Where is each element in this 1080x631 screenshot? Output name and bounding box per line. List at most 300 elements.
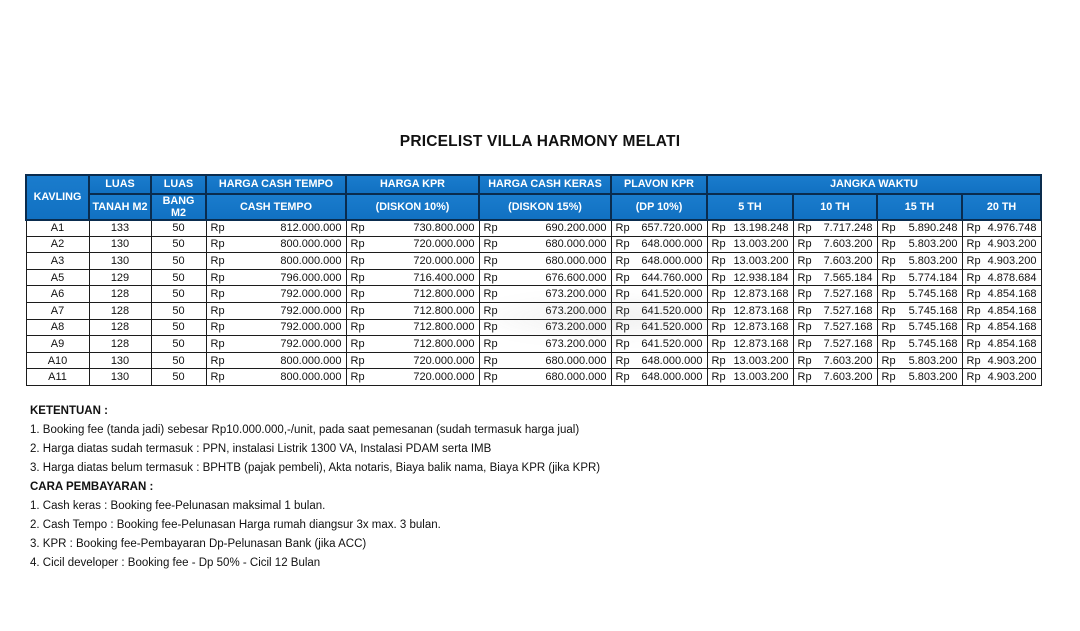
kavling-cell: A7 bbox=[26, 302, 89, 319]
table-row bbox=[26, 302, 1041, 319]
kavling-cell: A3 bbox=[26, 253, 89, 270]
price-value: 7.527.168 bbox=[823, 321, 873, 334]
currency-label: Rp bbox=[210, 271, 225, 284]
currency-label: Rp bbox=[615, 337, 630, 350]
price-value: 641.520.000 bbox=[641, 288, 703, 301]
kavling-cell: A5 bbox=[26, 269, 89, 286]
price-value: 673.200.000 bbox=[545, 321, 607, 334]
currency-label: Rp bbox=[210, 222, 225, 235]
currency-label: Rp bbox=[483, 354, 498, 367]
price-value: 12.938.184 bbox=[733, 271, 789, 284]
cash-keras-cell bbox=[479, 369, 611, 386]
currency-label: Rp bbox=[881, 288, 896, 301]
luas-bang-cell: 50 bbox=[151, 236, 206, 253]
luas-tanah-cell: 128 bbox=[89, 336, 151, 353]
cash-tempo-cell bbox=[206, 236, 346, 253]
currency-label: Rp bbox=[210, 238, 225, 251]
price-value: 641.520.000 bbox=[641, 321, 703, 334]
currency-label: Rp bbox=[210, 254, 225, 267]
table-row bbox=[26, 236, 1041, 253]
header-dp-10: (DP 10%) bbox=[611, 194, 707, 220]
price-value: 680.000.000 bbox=[545, 371, 607, 384]
table-row bbox=[26, 220, 1041, 237]
angsuran-5th-cell bbox=[707, 253, 793, 270]
angsuran-10th-cell bbox=[793, 236, 877, 253]
cash-tempo-cell bbox=[206, 220, 346, 237]
price-value: 5.803.200 bbox=[908, 254, 958, 267]
price-value: 12.873.168 bbox=[733, 304, 789, 317]
currency-label: Rp bbox=[615, 371, 630, 384]
luas-tanah-cell: 130 bbox=[89, 236, 151, 253]
header-jangka-waktu: JANGKA WAKTU bbox=[707, 175, 1041, 194]
angsuran-15th-cell bbox=[877, 302, 962, 319]
header-luas-tanah-top: LUAS bbox=[89, 175, 151, 194]
currency-label: Rp bbox=[483, 222, 498, 235]
currency-label: Rp bbox=[881, 321, 896, 334]
currency-label: Rp bbox=[350, 304, 365, 317]
price-value: 7.527.168 bbox=[823, 337, 873, 350]
angsuran-15th-cell bbox=[877, 253, 962, 270]
price-value: 720.000.000 bbox=[413, 254, 475, 267]
harga-kpr-cell bbox=[346, 352, 479, 369]
currency-label: Rp bbox=[350, 271, 365, 284]
price-value: 4.903.200 bbox=[987, 238, 1037, 251]
header-diskon-15: (DISKON 15%) bbox=[479, 194, 611, 220]
cash-tempo-cell bbox=[206, 336, 346, 353]
currency-label: Rp bbox=[881, 337, 896, 350]
price-value: 7.527.168 bbox=[823, 304, 873, 317]
price-value: 690.200.000 bbox=[545, 222, 607, 235]
price-value: 812.000.000 bbox=[280, 222, 342, 235]
plavon-kpr-cell bbox=[611, 336, 707, 353]
currency-label: Rp bbox=[483, 288, 498, 301]
currency-label: Rp bbox=[797, 271, 812, 284]
cash-keras-cell bbox=[479, 253, 611, 270]
currency-label: Rp bbox=[350, 337, 365, 350]
harga-kpr-cell bbox=[346, 269, 479, 286]
ketentuan-item: 2. Harga diatas sudah termasuk : PPN, instalasi Listrik 1300 VA, Instalasi PDAM serta IMB bbox=[30, 442, 492, 455]
header-term-20th: 20 TH bbox=[962, 194, 1041, 220]
currency-label: Rp bbox=[711, 254, 726, 267]
currency-label: Rp bbox=[966, 288, 981, 301]
price-value: 792.000.000 bbox=[280, 288, 342, 301]
currency-label: Rp bbox=[881, 222, 896, 235]
luas-bang-cell: 50 bbox=[151, 286, 206, 303]
luas-tanah-cell: 128 bbox=[89, 286, 151, 303]
currency-label: Rp bbox=[881, 371, 896, 384]
cash-keras-cell bbox=[479, 319, 611, 336]
table-row bbox=[26, 269, 1041, 286]
harga-kpr-cell bbox=[346, 236, 479, 253]
price-value: 680.000.000 bbox=[545, 354, 607, 367]
luas-tanah-cell: 133 bbox=[89, 220, 151, 237]
plavon-kpr-cell bbox=[611, 302, 707, 319]
currency-label: Rp bbox=[797, 254, 812, 267]
price-value: 4.903.200 bbox=[987, 371, 1037, 384]
currency-label: Rp bbox=[881, 254, 896, 267]
notes-section bbox=[30, 402, 1080, 573]
price-value: 13.003.200 bbox=[733, 371, 789, 384]
price-value: 13.003.200 bbox=[733, 354, 789, 367]
price-value: 5.745.168 bbox=[908, 337, 958, 350]
currency-label: Rp bbox=[711, 304, 726, 317]
currency-label: Rp bbox=[615, 271, 630, 284]
angsuran-20th-cell bbox=[962, 269, 1041, 286]
price-value: 730.800.000 bbox=[413, 222, 475, 235]
currency-label: Rp bbox=[350, 321, 365, 334]
table-row bbox=[26, 369, 1041, 386]
currency-label: Rp bbox=[483, 371, 498, 384]
angsuran-15th-cell bbox=[877, 319, 962, 336]
ketentuan-item: 1. Booking fee (tanda jadi) sebesar Rp10.000.000,-/unit, pada saat pemesanan (sudah termasuk harga jual) bbox=[30, 423, 580, 436]
luas-bang-cell: 50 bbox=[151, 336, 206, 353]
angsuran-15th-cell bbox=[877, 236, 962, 253]
price-value: 800.000.000 bbox=[280, 354, 342, 367]
angsuran-5th-cell bbox=[707, 369, 793, 386]
price-value: 644.760.000 bbox=[641, 271, 703, 284]
currency-label: Rp bbox=[797, 304, 812, 317]
price-value: 13.198.248 bbox=[733, 222, 789, 235]
harga-kpr-cell bbox=[346, 319, 479, 336]
price-value: 4.854.168 bbox=[987, 337, 1037, 350]
table-row bbox=[26, 253, 1041, 270]
price-value: 5.890.248 bbox=[908, 222, 958, 235]
currency-label: Rp bbox=[797, 371, 812, 384]
currency-label: Rp bbox=[615, 288, 630, 301]
angsuran-5th-cell bbox=[707, 336, 793, 353]
harga-kpr-cell bbox=[346, 286, 479, 303]
price-value: 7.603.200 bbox=[823, 354, 873, 367]
header-term-10th: 10 TH bbox=[793, 194, 877, 220]
currency-label: Rp bbox=[966, 304, 981, 317]
price-value: 680.000.000 bbox=[545, 238, 607, 251]
luas-bang-cell: 50 bbox=[151, 352, 206, 369]
currency-label: Rp bbox=[210, 371, 225, 384]
header-harga-cash-tempo: HARGA CASH TEMPO bbox=[206, 175, 346, 194]
angsuran-20th-cell bbox=[962, 236, 1041, 253]
angsuran-10th-cell bbox=[793, 220, 877, 237]
currency-label: Rp bbox=[797, 337, 812, 350]
price-value: 7.603.200 bbox=[823, 371, 873, 384]
currency-label: Rp bbox=[966, 354, 981, 367]
cash-keras-cell bbox=[479, 220, 611, 237]
cash-tempo-cell bbox=[206, 286, 346, 303]
angsuran-15th-cell bbox=[877, 220, 962, 237]
price-value: 5.745.168 bbox=[908, 321, 958, 334]
angsuran-15th-cell bbox=[877, 269, 962, 286]
table-header bbox=[26, 175, 1041, 220]
header-luas-bang-top: LUAS bbox=[151, 175, 206, 194]
price-value: 7.527.168 bbox=[823, 288, 873, 301]
currency-label: Rp bbox=[350, 354, 365, 367]
angsuran-5th-cell bbox=[707, 220, 793, 237]
price-value: 792.000.000 bbox=[280, 337, 342, 350]
price-value: 7.717.248 bbox=[823, 222, 873, 235]
cash-keras-cell bbox=[479, 336, 611, 353]
page-title: PRICELIST VILLA HARMONY MELATI bbox=[399, 133, 681, 150]
price-value: 13.003.200 bbox=[733, 238, 789, 251]
angsuran-15th-cell bbox=[877, 352, 962, 369]
plavon-kpr-cell bbox=[611, 220, 707, 237]
currency-label: Rp bbox=[797, 321, 812, 334]
kavling-cell: A11 bbox=[26, 369, 89, 386]
price-value: 5.803.200 bbox=[908, 371, 958, 384]
angsuran-5th-cell bbox=[707, 269, 793, 286]
harga-kpr-cell bbox=[346, 336, 479, 353]
harga-kpr-cell bbox=[346, 369, 479, 386]
currency-label: Rp bbox=[615, 304, 630, 317]
plavon-kpr-cell bbox=[611, 319, 707, 336]
cash-tempo-cell bbox=[206, 302, 346, 319]
currency-label: Rp bbox=[210, 354, 225, 367]
cara-pembayaran-item: 2. Cash Tempo : Booking fee-Pelunasan Harga rumah diangsur 3x max. 3 bulan. bbox=[30, 518, 441, 531]
angsuran-10th-cell bbox=[793, 286, 877, 303]
header-tanah-m2: TANAH M2 bbox=[89, 194, 151, 220]
currency-label: Rp bbox=[615, 354, 630, 367]
currency-label: Rp bbox=[966, 222, 981, 235]
cara-pembayaran-item: 4. Cicil developer : Booking fee - Dp 50% - Cicil 12 Bulan bbox=[30, 556, 321, 569]
pricelist-body bbox=[26, 220, 1041, 386]
price-value: 800.000.000 bbox=[280, 254, 342, 267]
luas-tanah-cell: 128 bbox=[89, 302, 151, 319]
plavon-kpr-cell bbox=[611, 269, 707, 286]
table-row bbox=[26, 336, 1041, 353]
luas-bang-cell: 50 bbox=[151, 319, 206, 336]
price-value: 720.000.000 bbox=[413, 354, 475, 367]
cash-keras-cell bbox=[479, 236, 611, 253]
luas-tanah-cell: 129 bbox=[89, 269, 151, 286]
price-value: 712.800.000 bbox=[413, 304, 475, 317]
currency-label: Rp bbox=[210, 304, 225, 317]
pricelist-table-container bbox=[25, 174, 1040, 386]
angsuran-15th-cell bbox=[877, 369, 962, 386]
currency-label: Rp bbox=[483, 238, 498, 251]
currency-label: Rp bbox=[711, 371, 726, 384]
currency-label: Rp bbox=[483, 321, 498, 334]
angsuran-10th-cell bbox=[793, 369, 877, 386]
price-value: 648.000.000 bbox=[641, 254, 703, 267]
currency-label: Rp bbox=[966, 371, 981, 384]
price-value: 648.000.000 bbox=[641, 354, 703, 367]
price-value: 648.000.000 bbox=[641, 371, 703, 384]
currency-label: Rp bbox=[615, 238, 630, 251]
cash-keras-cell bbox=[479, 269, 611, 286]
cash-tempo-cell bbox=[206, 253, 346, 270]
currency-label: Rp bbox=[881, 304, 896, 317]
plavon-kpr-cell bbox=[611, 253, 707, 270]
price-value: 641.520.000 bbox=[641, 304, 703, 317]
price-value: 4.878.684 bbox=[987, 271, 1037, 284]
angsuran-10th-cell bbox=[793, 336, 877, 353]
currency-label: Rp bbox=[350, 222, 365, 235]
angsuran-5th-cell bbox=[707, 319, 793, 336]
currency-label: Rp bbox=[797, 222, 812, 235]
currency-label: Rp bbox=[350, 238, 365, 251]
angsuran-10th-cell bbox=[793, 319, 877, 336]
price-value: 4.903.200 bbox=[987, 254, 1037, 267]
angsuran-20th-cell bbox=[962, 352, 1041, 369]
currency-label: Rp bbox=[210, 337, 225, 350]
cara-pembayaran-item: 1. Cash keras : Booking fee-Pelunasan maksimal 1 bulan. bbox=[30, 499, 326, 512]
currency-label: Rp bbox=[966, 321, 981, 334]
price-value: 12.873.168 bbox=[733, 288, 789, 301]
currency-label: Rp bbox=[711, 354, 726, 367]
table-row bbox=[26, 286, 1041, 303]
currency-label: Rp bbox=[797, 354, 812, 367]
cash-keras-cell bbox=[479, 352, 611, 369]
kavling-cell: A8 bbox=[26, 319, 89, 336]
currency-label: Rp bbox=[711, 288, 726, 301]
angsuran-20th-cell bbox=[962, 336, 1041, 353]
luas-bang-cell: 50 bbox=[151, 253, 206, 270]
plavon-kpr-cell bbox=[611, 369, 707, 386]
pricelist-table bbox=[25, 174, 1042, 386]
price-value: 800.000.000 bbox=[280, 238, 342, 251]
price-value: 800.000.000 bbox=[280, 371, 342, 384]
price-value: 5.745.168 bbox=[908, 304, 958, 317]
angsuran-15th-cell bbox=[877, 286, 962, 303]
price-value: 12.873.168 bbox=[733, 321, 789, 334]
currency-label: Rp bbox=[210, 321, 225, 334]
price-value: 792.000.000 bbox=[280, 321, 342, 334]
angsuran-20th-cell bbox=[962, 220, 1041, 237]
currency-label: Rp bbox=[881, 271, 896, 284]
currency-label: Rp bbox=[711, 238, 726, 251]
currency-label: Rp bbox=[615, 321, 630, 334]
currency-label: Rp bbox=[483, 337, 498, 350]
cash-tempo-cell bbox=[206, 319, 346, 336]
currency-label: Rp bbox=[483, 271, 498, 284]
kavling-cell: A6 bbox=[26, 286, 89, 303]
angsuran-5th-cell bbox=[707, 286, 793, 303]
price-value: 673.200.000 bbox=[545, 304, 607, 317]
price-value: 4.903.200 bbox=[987, 354, 1037, 367]
plavon-kpr-cell bbox=[611, 286, 707, 303]
harga-kpr-cell bbox=[346, 220, 479, 237]
luas-tanah-cell: 130 bbox=[89, 369, 151, 386]
currency-label: Rp bbox=[797, 238, 812, 251]
currency-label: Rp bbox=[711, 337, 726, 350]
angsuran-20th-cell bbox=[962, 253, 1041, 270]
currency-label: Rp bbox=[711, 271, 726, 284]
header-harga-cash-keras: HARGA CASH KERAS bbox=[479, 175, 611, 194]
price-value: 712.800.000 bbox=[413, 288, 475, 301]
price-value: 676.600.000 bbox=[545, 271, 607, 284]
price-value: 648.000.000 bbox=[641, 238, 703, 251]
header-kavling: KAVLING bbox=[26, 175, 89, 220]
header-plavon-kpr: PLAVON KPR bbox=[611, 175, 707, 194]
price-value: 720.000.000 bbox=[413, 238, 475, 251]
header-cash-tempo-sub: CASH TEMPO bbox=[206, 194, 346, 220]
currency-label: Rp bbox=[711, 321, 726, 334]
luas-bang-cell: 50 bbox=[151, 269, 206, 286]
currency-label: Rp bbox=[711, 222, 726, 235]
kavling-cell: A1 bbox=[26, 220, 89, 237]
price-value: 7.603.200 bbox=[823, 254, 873, 267]
luas-bang-cell: 50 bbox=[151, 220, 206, 237]
price-value: 5.745.168 bbox=[908, 288, 958, 301]
plavon-kpr-cell bbox=[611, 236, 707, 253]
price-value: 673.200.000 bbox=[545, 288, 607, 301]
angsuran-20th-cell bbox=[962, 286, 1041, 303]
angsuran-20th-cell bbox=[962, 369, 1041, 386]
angsuran-10th-cell bbox=[793, 352, 877, 369]
price-value: 716.400.000 bbox=[413, 271, 475, 284]
header-diskon-10: (DISKON 10%) bbox=[346, 194, 479, 220]
luas-bang-cell: 50 bbox=[151, 302, 206, 319]
currency-label: Rp bbox=[881, 238, 896, 251]
price-value: 7.565.184 bbox=[823, 271, 873, 284]
currency-label: Rp bbox=[483, 254, 498, 267]
currency-label: Rp bbox=[966, 238, 981, 251]
currency-label: Rp bbox=[210, 288, 225, 301]
angsuran-10th-cell bbox=[793, 269, 877, 286]
angsuran-10th-cell bbox=[793, 302, 877, 319]
currency-label: Rp bbox=[615, 222, 630, 235]
price-value: 7.603.200 bbox=[823, 238, 873, 251]
angsuran-10th-cell bbox=[793, 253, 877, 270]
angsuran-5th-cell bbox=[707, 302, 793, 319]
angsuran-15th-cell bbox=[877, 336, 962, 353]
header-term-15th: 15 TH bbox=[877, 194, 962, 220]
kavling-cell: A9 bbox=[26, 336, 89, 353]
price-value: 5.803.200 bbox=[908, 238, 958, 251]
price-value: 673.200.000 bbox=[545, 337, 607, 350]
cash-tempo-cell bbox=[206, 369, 346, 386]
cash-tempo-cell bbox=[206, 269, 346, 286]
currency-label: Rp bbox=[881, 354, 896, 367]
angsuran-20th-cell bbox=[962, 302, 1041, 319]
currency-label: Rp bbox=[350, 371, 365, 384]
harga-kpr-cell bbox=[346, 253, 479, 270]
price-value: 796.000.000 bbox=[280, 271, 342, 284]
price-value: 712.800.000 bbox=[413, 337, 475, 350]
currency-label: Rp bbox=[350, 288, 365, 301]
luas-bang-cell: 50 bbox=[151, 369, 206, 386]
price-value: 680.000.000 bbox=[545, 254, 607, 267]
cash-tempo-cell bbox=[206, 352, 346, 369]
luas-tanah-cell: 130 bbox=[89, 352, 151, 369]
angsuran-20th-cell bbox=[962, 319, 1041, 336]
price-value: 4.854.168 bbox=[987, 288, 1037, 301]
price-value: 641.520.000 bbox=[641, 337, 703, 350]
currency-label: Rp bbox=[966, 271, 981, 284]
price-value: 4.976.748 bbox=[987, 222, 1037, 235]
price-value: 13.003.200 bbox=[733, 254, 789, 267]
price-value: 720.000.000 bbox=[413, 371, 475, 384]
currency-label: Rp bbox=[966, 337, 981, 350]
price-value: 657.720.000 bbox=[641, 222, 703, 235]
header-harga-kpr: HARGA KPR bbox=[346, 175, 479, 194]
currency-label: Rp bbox=[350, 254, 365, 267]
price-value: 5.803.200 bbox=[908, 354, 958, 367]
cara-pembayaran-title: CARA PEMBAYARAN : bbox=[30, 480, 154, 493]
header-bang-m2: BANG M2 bbox=[151, 194, 206, 220]
price-value: 5.774.184 bbox=[908, 271, 958, 284]
kavling-cell: A10 bbox=[26, 352, 89, 369]
ketentuan-title: KETENTUAN : bbox=[30, 404, 108, 417]
plavon-kpr-cell bbox=[611, 352, 707, 369]
cash-keras-cell bbox=[479, 286, 611, 303]
currency-label: Rp bbox=[483, 304, 498, 317]
header-term-5th: 5 TH bbox=[707, 194, 793, 220]
kavling-cell: A2 bbox=[26, 236, 89, 253]
ketentuan-item: 3. Harga diatas belum termasuk : BPHTB (pajak pembeli), Akta notaris, Biaya balik nama, Biaya KPR (jika KPR) bbox=[30, 461, 601, 474]
currency-label: Rp bbox=[615, 254, 630, 267]
price-value: 4.854.168 bbox=[987, 304, 1037, 317]
table-row bbox=[26, 319, 1041, 336]
table-row bbox=[26, 352, 1041, 369]
